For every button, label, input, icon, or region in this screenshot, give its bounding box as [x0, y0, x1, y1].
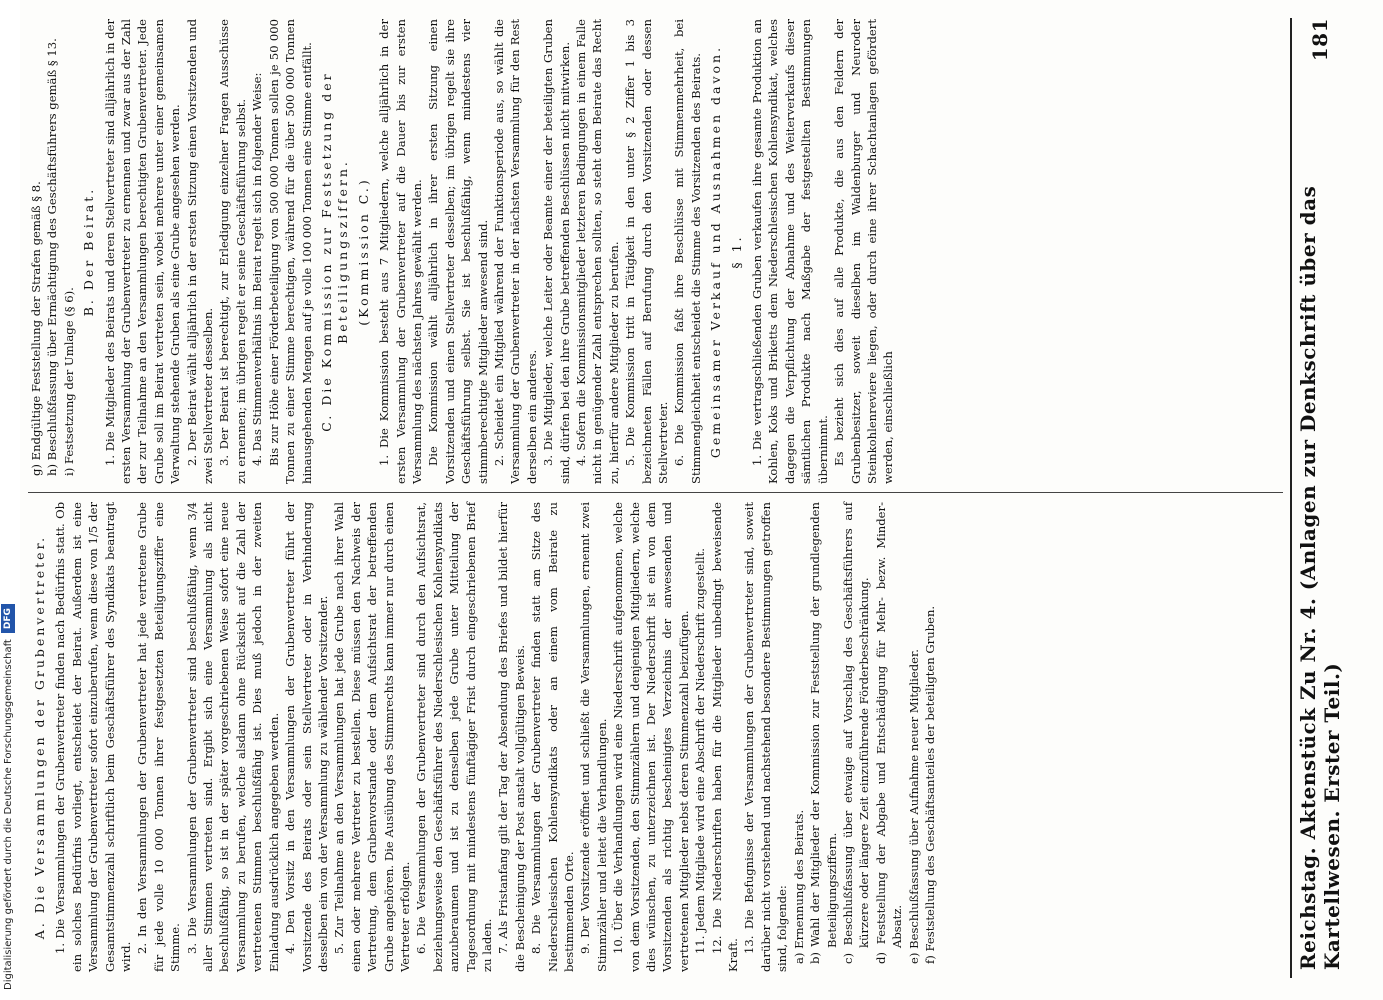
- paragraph: 4. Den Vorsitz in den Versammlungen der Grubenvertreter führt der Vorsitzende des Beirats oder sein Stellvertreter oder in Verhinderung desselben ein von der Versammlung zu wählender Vorsitzender.: [283, 502, 330, 972]
- list-item: h) Beschlußfassung über Ermächtigung des Geschäftsführers gemäß § 13.: [45, 38, 60, 476]
- paragraph: 13. Die Befugnisse der Versammlungen der Grubenvertreter sind, soweit darüber nicht vorstehend und nachstehend besondere Bestimmungen getroffen sind, folgende:: [742, 502, 790, 972]
- list-item: f) Feststellung des Geschäftsanteiles der beteiligten Gruben.: [922, 605, 937, 964]
- section-subheading-d: § 1.: [728, 234, 744, 269]
- paragraph: 6. Die Versammlungen der Grubenvertreter sind durch den Aufsichtsrat, beziehungsweise den Geschäftsführer des Niederschlesischen Kohlensyndikats anzuberaumen und ist zu denselben jede Grube unter Mitteilung der Tagesordnung mit mindestens fünftägiger Frist durch eingeschriebenen Brief zu laden.: [414, 502, 494, 972]
- paragraph: 12. Die Niederschriften haben für die Mitglieder unbedingt beweisende Kraft.: [709, 502, 741, 972]
- section-subheading-c: (Kommission C.): [355, 177, 371, 326]
- column-divider: [28, 492, 1283, 493]
- section-heading-c: C. Die Kommission zur Festsetzung der Beteiligungsziffern.: [318, 71, 351, 432]
- credit-caption: Digitalisierung gefördert durch die Deutsche Forschungsgemeinschaft: [2, 639, 14, 990]
- left-column: [28, 502, 1283, 972]
- paragraph: Bis zur Höhe einer Förderbeteiligung von 500 000 Tonnen sollen je 50 000 Tonnen zu einer Stimme berechtigen, während für die über 500 000 Tonnen hinausgehenden Mengen auf je volle 100 000 Tonnen eine Stimme entfällt.: [266, 19, 314, 484]
- section-heading-a: A. Die Versammlungen der Grubenvertreter.: [32, 534, 47, 940]
- paragraph: 2. In den Versammlungen der Grubenvertreter hat jede vertretene Grube für jede volle 10 000 Tonnen ihrer festgesetzten Beteiligungsziffer eine Stimme.: [135, 502, 183, 972]
- paragraph: 2. Scheidet ein Mitglied während der Funktionsperiode aus, so wählt die Versammlung der Grubenvertreter in der nächsten Versammlung für den Rest derselben ein anderes.: [491, 19, 539, 484]
- paragraph: 3. Die Mitglieder, welche Leiter oder Beamte einer der beteiligten Gruben sind, dürfen bei den ihre Grube betreffenden Beschlüssen nicht mitwirken.: [541, 19, 572, 484]
- page-number: 181: [1308, 18, 1332, 62]
- paragraph: 1. Die vertragschließenden Gruben verkaufen ihre gesamte Produktion an Kohlen, Koks und Briketts dem Niederschlesischen Kohlensyndikat, welches dagegen die Verpflichtung der Abnahme und des Weiterverkaufs dieser sämtlichen Produkte nach Maßgabe der festgestellten Bestimmungen übernimmt.: [750, 19, 830, 484]
- paragraph: 8. Die Versammlungen der Grubenvertreter finden statt am Sitze des Niederschlesischen Kohlensyndikats oder an einem vom Beirate zu bestimmenden Orte.: [529, 502, 576, 972]
- dfg-logo: DFG: [1, 604, 15, 633]
- paragraph: 6. Die Kommission faßt ihre Beschlüsse mit Stimmenmehrheit, bei Stimmengleichheit entscheidet die Stimme des Vorsitzenden des Beirats.: [672, 19, 703, 484]
- list-item: g) Endgültige Feststellung der Strafen gemäß § 8.: [29, 181, 43, 476]
- paragraph: 5. Zur Teilnahme an den Versammlungen hat jede Grube nach ihrer Wahl einen oder mehrere Vertreter zu bestellen. Diese müssen den Nachweis der Vertretung, dem Grubenvorstande oder dem Aufsichtsrat der betreffenden Grube angehören. Die Ausübung des Stimmrechts kann immer nur durch einen Vertreter erfolgen.: [332, 502, 412, 972]
- paragraph: 1. Die Versammlungen der Grubenvertreter finden nach Bedürfnis statt. Ob ein solches Bedürfnis vorliegt, entscheidet der Beirat. Außerdem ist eine Versammlung der Grubenvertreter sofort einzuberufen, wenn diese von 1/5 der Gesamtstimmenzahl schriftlich beim Geschäftsführer des Syndikats beantragt wird.: [53, 502, 134, 972]
- list-item: a) Ernennung des Beirats.: [791, 809, 806, 964]
- paragraph: 3. Der Beirat ist berechtigt, zur Erledigung einzelner Fragen Ausschüsse zu ernennen; im übrigen regelt er seine Geschäftsführung selbst.: [217, 19, 248, 484]
- paragraph: 1. Die Mitglieder des Beirats und deren Stellvertreter sind alljährlich in der ersten Versammlung der Grubenvertreter zu ernennen und zwar aus der Zahl der zur Teilnahme an den Versammlungen berechtigten Grubenvertreter. Jede Grube soll im Beirat vertreten sein, wobei mehrere unter einer gemeinsamen Verwaltung stehende Gruben als eine Grube angesehen werden.: [102, 19, 183, 484]
- paragraph: 3. Die Versammlungen der Grubenvertreter sind beschlußfähig, wenn 3/4 aller Stimmen vertreten sind. Ergibt sich eine Versammlung als nicht beschlußfähig, so ist in der später vorgeschriebenen Weise sofort eine neue Versammlung zu berufen, welche alsdann ohne Rücksicht auf die Zahl der vertretenen Stimmen beschlußfähig ist. Dies muß jedoch in der zweiten Einladung ausdrücklich angegeben werden.: [184, 502, 281, 972]
- paragraph: 1. Die Kommission besteht aus 7 Mitgliedern, welche alljährlich in der ersten Versammlung der Grubenvertreter auf die Dauer bis zur ersten Versammlung des nächsten Jahres gewählt werden.: [377, 19, 424, 484]
- list-item: e) Beschlußfassung über Aufnahme neuer Mitglieder.: [906, 649, 921, 964]
- section-heading-d: Gemeinsamer Verkauf und Ausnahmen davon.: [708, 44, 724, 459]
- paragraph: 9. Der Vorsitzende eröffnet und schließt die Versammlungen, ernennt zwei Stimmzähler und leitet die Verhandlungen.: [578, 502, 609, 972]
- list-item: d) Feststellung der Abgabe und Entschädigung für Mehr- bezw. Minder-Absatz.: [873, 502, 905, 964]
- list-item: c) Beschlußfassung über etwaige auf Vorschlag des Geschäftsführers auf kürzere oder längere Zeit einzuführende Förderbeschränkung.: [840, 502, 872, 964]
- section-heading-b: B. Der Beirat.: [81, 186, 97, 317]
- list-item: i) Festsetzung der Umlage (§ 6).: [61, 287, 76, 476]
- paragraph: Die Kommission wählt alljährlich in ihrer ersten Sitzung einen Vorsitzenden und einen Stellvertreter desselben; im übrigen regelt sie ihre Geschäftsführung selbst. Sie ist beschlußfähig, wenn mindestens vier stimmberechtigte Mitglieder anwesend sind.: [426, 19, 490, 484]
- paragraph: Es bezieht sich dies auf alle Produkte, die aus den Feldern der Grubenbesitzer, soweit dieselben im Waldenburger und Neuroder Steinkohlenreviere liegen, oder durch eine ihrer Schachtanlagen gefördert werden, einschließlich: [832, 19, 896, 484]
- right-column: [28, 19, 1283, 484]
- digitization-credit: [0, 0, 20, 1000]
- running-header: [1296, 18, 1344, 970]
- paragraph: 11. Jedem Mitgliede wird eine Abschrift der Niederschrift zugestellt.: [693, 548, 708, 954]
- list-item: b) Wahl der Mitglieder der Kommission zur Feststellung der grundlegenden Beteiligungsziffern.: [808, 502, 839, 964]
- header-title: Reichstag. Aktenstück Zu Nr. 4. (Anlagen zur Denkschrift über das Kartellwesen. Erster Teil.): [1296, 185, 1344, 970]
- paragraph: 2. Der Beirat wählt alljährlich in der ersten Sitzung einen Vorsitzenden und zwei Stellvertreter desselben.: [184, 19, 216, 484]
- paragraph: 10. Über die Verhandlungen wird eine Niederschrift aufgenommen, welche von dem Vorsitzenden, den Stimmzählern und denjenigen Mitgliedern, welche dies wünschen, zu unterzeichnen ist. Der Niederschrift ist ein von dem Vorsitzenden als richtig bescheinigtes Verzeichnis der anwesenden und vertretenen Mitglieder nebst deren Stimmenzahl beizufügen.: [611, 502, 691, 972]
- paragraph: 5. Die Kommission tritt in Tätigkeit in den unter § 2 Ziffer 1 bis 3 bezeichneten Fällen auf Berufung durch den Vorsitzenden oder dessen Stellvertreter.: [623, 19, 671, 484]
- paragraph: 7. Als Fristanfang gilt der Tag der Absendung des Briefes und bildet hierfür die Bescheinigung der Post anstalt vollgültigen Beweis.: [496, 502, 527, 972]
- credit-line: [0, 0, 16, 990]
- paragraph: 4. Das Stimmenverhältnis im Beirat regelt sich in folgender Weise:: [250, 72, 265, 466]
- header-rule: [1290, 18, 1292, 978]
- paragraph: 4. Sofern die Kommissionsmitglieder letzteren Bedingungen in einem Falle nicht in genügender Zahl entsprechen sollten, so steht dem Beirate das Recht zu, hierfür andere Mitglieder zu berufen.: [574, 19, 621, 484]
